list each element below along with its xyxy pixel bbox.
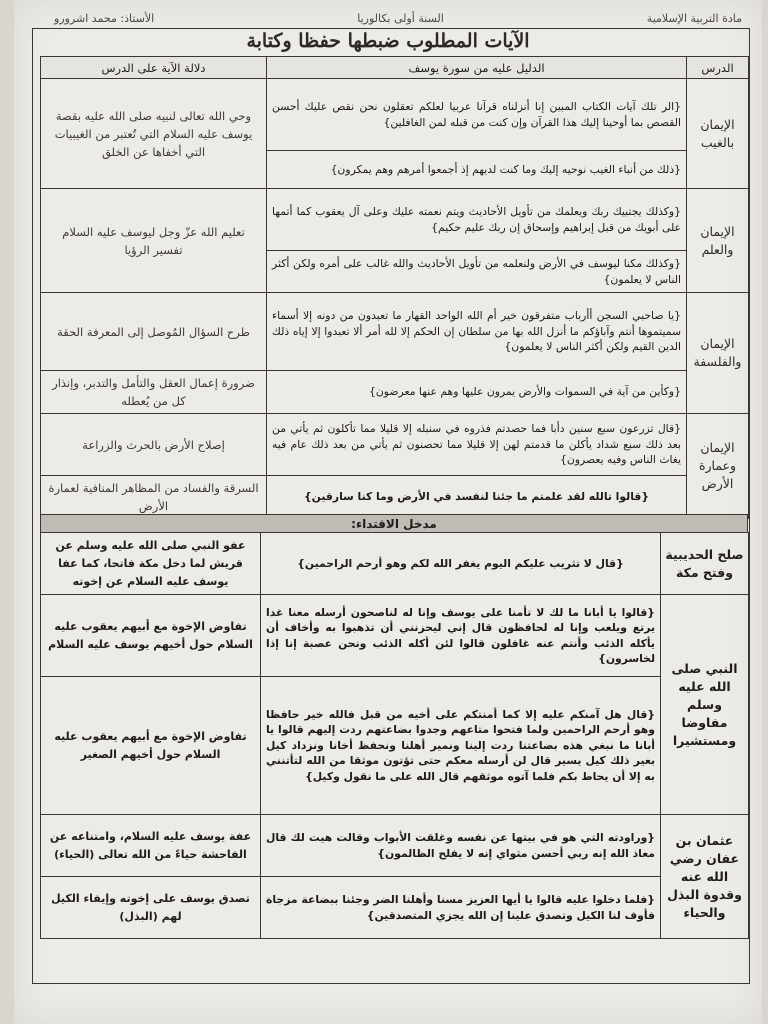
- section-title-iqtida: مدخل الاقتداء:: [40, 514, 748, 532]
- meaning-cell: طرح السؤال المُوصل إلى المعرفة الحقة: [41, 293, 267, 371]
- topic-cell: صلح الحديبية وفتح مكة: [661, 533, 749, 595]
- verse-cell: {وراودته التي هو في بيتها عن نفسه وغلقت الأبواب وقالت هيت لك قال معاذ الله إنه ربي أحسن مثواي إنه لا يفلح الظالمون}: [261, 815, 661, 877]
- table-row: [41, 414, 749, 476]
- subject-label: مادة التربية الإسلامية: [646, 11, 742, 25]
- verse-cell: {فلما دخلوا عليه قالوا يا أيها العزيز مسنا وأهلنا الضر وجئنا ببضاعة مزجاة فأوف لنا الكيل وتصدق علينا إن الله يجزي المتصدقين}: [261, 877, 661, 939]
- table-row: [41, 595, 749, 677]
- verse-cell: {وكذلك مكنا ليوسف في الأرض ولنعلمه من تأويل الأحاديث والله غالب على أمره ولكن أكثر الناس لا يعلمون}: [267, 251, 687, 293]
- grade-label: السنة أولى بكالوريا: [357, 11, 444, 25]
- verse-cell: {الر تلك آيات الكتاب المبين إنا أنزلناه قرآنا عربيا لعلكم تعقلون نحن نقص عليك أحسن القصص بما أوحينا إليك هذا القرآن وإن كنت من قبله لمن الغافلين}: [267, 79, 687, 151]
- topic-cell: الإيمان والفلسفة: [687, 293, 749, 414]
- topic-cell: الإيمان والعلم: [687, 189, 749, 293]
- verse-cell: {وكأين من آية في السموات والأرض يمرون عليها وهم عنها معرضون}: [267, 371, 687, 414]
- table-row: [41, 79, 749, 151]
- meaning-cell: تعليم الله عزّ وجل ليوسف عليه السلام تفسير الرؤيا: [41, 189, 267, 293]
- page-header: [54, 8, 742, 28]
- verse-cell: {قالوا يا أبانا ما لك لا تأمنا على يوسف وإنا له لناصحون أرسله معنا غدا يرتع ويلعب وإنا له لحافظون قال إني ليحزنني أن تذهبوا به وأخاف أن يأكله الذئب وأنتم عنه غافلون قالوا لئن أكله الذئب ونحن عصبة إنا إذا لخاسرون}: [261, 595, 661, 677]
- worksheet-page: [14, 0, 762, 1024]
- verse-cell: {يا صاحبي السجن أأرباب متفرقون خير أم الله الواحد القهار ما تعبدون من دونه إلا أسماء سميتموها أنتم وآباؤكم ما أنزل الله بها من سلطان إن الحكم إلا لله أمر ألا تعبدوا إلا إياه ذلك الدين القيم ولكن أكثر الناس لا يعلمون}: [267, 293, 687, 371]
- meaning-cell: تفاوض الإخوة مع أبيهم يعقوب عليه السلام حول أخيهم الصغير: [41, 677, 261, 815]
- verse-cell: {قال تزرعون سبع سنين دأبا فما حصدتم فذروه في سنبله إلا قليلا مما تأكلون ثم يأتي من بعد ذلك سبع شداد يأكلن ما قدمتم لهن إلا قليلا مما تحصنون ثم يأتي من بعد ذلك عام فيه يغاث الناس وفيه يعصرون}: [267, 414, 687, 476]
- verse-cell: {قال لا تثريب عليكم اليوم يغفر الله لكم وهو أرحم الراحمين}: [261, 533, 661, 595]
- meaning-cell: عفة يوسف عليه السلام، وامتناعه عن الفاحشة حياءً من الله تعالى (الحياء): [41, 815, 261, 877]
- meaning-cell: وحي الله تعالى لنبيه صلى الله عليه بقصة يوسف عليه السلام التي تُعتبر من الغيبيات التي أخفاها عن الخلق: [41, 79, 267, 189]
- verse-cell: {وكذلك يجتبيك ربك ويعلمك من تأويل الأحاديث ويتم نعمته عليك وعلى آل يعقوب كما أتمها على أبويك من قبل إبراهيم وإسحاق إن ربك عليم حكيم}: [267, 189, 687, 251]
- meaning-cell: تصدق يوسف على إخوته وإيفاء الكيل لهم (البذل): [41, 877, 261, 939]
- table-row: [41, 189, 749, 251]
- verse-cell: {قال هل آمنكم عليه إلا كما أمنتكم على أخيه من قبل فالله خير حافظا وهو أرحم الراحمين ولما فتحوا متاعهم وجدوا بضاعتهم ردت إليهم قالوا يا أبانا ما نبغي هذه بضاعتنا ردت إلينا ونمير أهلنا ونحفظ أخانا ونزداد كيل بعير ذلك كيل يسير قال لن أرسله معكم حتى تؤتون موثقا من الله لتأتنني به إلا أن يحاط بكم فلما آتوه موثقهم قال الله على ما نقول وكيل}: [261, 677, 661, 815]
- topic-cell: الإيمان وعمارة الأرض: [687, 414, 749, 519]
- header-evidence: الدليل عليه من سورة يوسف: [267, 57, 687, 79]
- table-row: [41, 877, 749, 939]
- topic-cell: النبي صلى الله عليه وسلم مفاوضا ومستشيرا: [661, 595, 749, 815]
- table-row: [41, 533, 749, 595]
- verse-cell: {ذلك من أنباء الغيب نوحيه إليك وما كنت لديهم إذ أجمعوا أمرهم وهم يمكرون}: [267, 151, 687, 189]
- iqtida-table: [40, 532, 749, 939]
- meaning-cell: تفاوض الإخوة مع أبيهم يعقوب عليه السلام حول أخيهم يوسف عليه السلام: [41, 595, 261, 677]
- meaning-cell: إصلاح الأرض بالحرث والزراعة: [41, 414, 267, 476]
- topic-cell: عثمان بن عفان رضي الله عنه وقدوة البذل والحياء: [661, 815, 749, 939]
- topic-cell: الإيمان بالغيب: [687, 79, 749, 189]
- table-row: [41, 293, 749, 371]
- table-row: [41, 815, 749, 877]
- header-meaning: دلالة الآية على الدرس: [41, 57, 267, 79]
- meaning-cell: عفو النبي صلى الله عليه وسلم عن قريش لما دخل مكة فاتحا، كما عفا يوسف عليه السلام عن إخوته: [41, 533, 261, 595]
- table-header-row: [41, 57, 749, 79]
- page-title: الآيات المطلوب ضبطها حفظا وكتابة: [246, 30, 530, 52]
- table-row: [41, 371, 749, 414]
- meaning-cell: السرقة والفساد من المظاهر المنافية لعمارة الأرض: [41, 476, 267, 519]
- teacher-label: الأستاذ: محمد اشرورو: [54, 11, 155, 25]
- meaning-cell: ضرورة إعمال العقل والتأمل والتدبر، وإنذار كل من يُعطله: [41, 371, 267, 414]
- table-row: [41, 677, 749, 815]
- verses-table: [40, 56, 749, 519]
- table-row: [41, 476, 749, 519]
- verse-cell: {قالوا تالله لقد علمتم ما جئنا لنفسد في الأرض وما كنا سارقين}: [267, 476, 687, 519]
- header-lesson: الدرس: [687, 57, 749, 79]
